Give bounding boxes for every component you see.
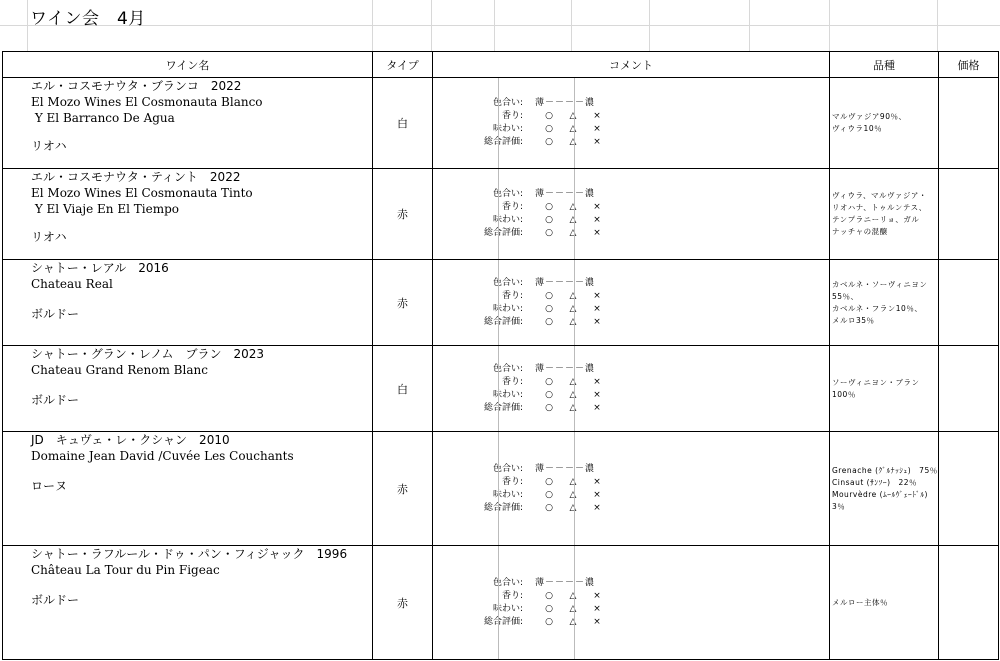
variety-line: ヴィウラ、マルヴァジア・ <box>832 191 927 200</box>
color-scale[interactable]: 薄－－－－濃 <box>535 277 596 288</box>
triangle-mark[interactable]: △ <box>569 215 577 225</box>
cross-mark[interactable]: × <box>593 124 601 134</box>
variety-line: カベルネ・ソーヴィニヨン <box>832 279 928 289</box>
triangle-mark[interactable]: △ <box>569 111 577 121</box>
eval-row-aroma <box>461 290 621 303</box>
cross-mark[interactable]: × <box>593 402 601 413</box>
eval-label: 総合評価: <box>483 316 523 327</box>
eval-marks <box>537 136 609 149</box>
wine-name-ja: エル・コスモナウタ・ティント 2022 <box>31 170 241 184</box>
eval-label: 香り: <box>501 476 523 487</box>
table-row <box>3 78 999 169</box>
eval-marks <box>537 590 609 603</box>
eval-row-overall <box>461 136 621 149</box>
circle-mark[interactable]: ○ <box>545 290 553 301</box>
eval-marks <box>537 476 609 489</box>
wine-name-en: El Mozo Wines El Cosmonauta Blanco <box>31 95 263 109</box>
price-cell[interactable] <box>939 346 999 432</box>
eval-marks <box>537 201 609 214</box>
circle-mark[interactable]: ○ <box>545 111 553 121</box>
circle-mark[interactable]: ○ <box>545 502 553 513</box>
circle-mark[interactable]: ○ <box>545 124 553 134</box>
eval-label: 香り: <box>501 202 523 212</box>
circle-mark[interactable]: ○ <box>545 616 553 627</box>
eval-label: 香り: <box>501 290 523 301</box>
variety-line: メルロー主体％ <box>832 597 888 607</box>
eval-label: 味わい: <box>492 489 523 500</box>
column-divider <box>498 346 499 431</box>
eval-marks <box>537 227 609 240</box>
wine-name-cell[interactable] <box>3 432 373 546</box>
eval-label: 香り: <box>501 111 523 121</box>
eval-row-aroma <box>461 476 621 489</box>
circle-mark[interactable]: ○ <box>545 316 553 327</box>
wine-type-cell[interactable]: 赤 <box>373 260 433 346</box>
wine-name-en: Chateau Grand Renom Blanc <box>31 363 208 377</box>
eval-marks <box>537 303 609 316</box>
table-row <box>3 432 999 546</box>
eval-row-taste <box>461 603 621 616</box>
circle-mark[interactable]: ○ <box>545 402 553 413</box>
triangle-mark[interactable]: △ <box>569 489 577 500</box>
circle-mark[interactable]: ○ <box>545 376 553 387</box>
eval-marks <box>537 316 609 329</box>
eval-label: 色合い: <box>492 363 523 374</box>
circle-mark[interactable]: ○ <box>545 228 553 238</box>
eval-label: 総合評価: <box>483 137 523 147</box>
wine-name-ja: エル・コスモナウタ・ブランコ 2022 <box>31 79 242 93</box>
triangle-mark[interactable]: △ <box>569 303 577 314</box>
variety-line: マルヴァジア90％、 <box>832 112 907 121</box>
price-cell[interactable] <box>939 260 999 346</box>
triangle-mark[interactable]: △ <box>569 228 577 238</box>
eval-row-taste <box>461 389 621 402</box>
triangle-mark[interactable]: △ <box>569 402 577 413</box>
evaluation-form <box>461 363 621 415</box>
triangle-mark[interactable]: △ <box>569 376 577 387</box>
circle-mark[interactable]: ○ <box>545 476 553 487</box>
eval-marks <box>537 502 609 515</box>
column-divider <box>498 78 499 168</box>
table-row <box>3 169 999 260</box>
cross-mark[interactable]: × <box>593 303 601 314</box>
triangle-mark[interactable]: △ <box>569 290 577 301</box>
cross-mark[interactable]: × <box>593 376 601 387</box>
eval-row-taste <box>461 303 621 316</box>
comment-cell[interactable] <box>433 546 830 660</box>
wine-name-en: El Mozo Wines El Cosmonauta Tinto <box>31 186 253 200</box>
eval-marks <box>537 110 609 123</box>
cross-mark[interactable]: × <box>593 316 601 327</box>
column-divider <box>498 432 499 545</box>
variety-line: 55％、 <box>832 291 859 301</box>
variety-cell[interactable] <box>830 346 939 432</box>
eval-label: 味わい: <box>492 124 523 134</box>
wine-name-en: Y El Viaje En El Tiempo <box>31 202 179 216</box>
variety-line: リオハナ、トゥルンテス、 <box>832 203 927 212</box>
header-row <box>3 52 999 78</box>
cross-mark[interactable]: × <box>593 590 601 601</box>
wine-region: ローヌ <box>31 479 68 493</box>
price-cell[interactable] <box>939 169 999 260</box>
eval-label: 総合評価: <box>483 402 523 413</box>
wine-name-ja: シャトー・ラフルール・ドゥ・パン・フィジャック 1996 <box>31 547 348 561</box>
variety-cell[interactable] <box>830 546 939 660</box>
column-divider <box>498 260 499 345</box>
wine-type-cell[interactable]: 赤 <box>373 432 433 546</box>
wine-region: ボルドー <box>31 307 80 321</box>
table-row <box>3 346 999 432</box>
eval-marks <box>537 290 609 303</box>
eval-label: 味わい: <box>492 215 523 225</box>
wine-name-en: Y El Barranco De Agua <box>31 111 175 125</box>
wine-region: リオハ <box>31 230 67 244</box>
eval-row-taste <box>461 214 621 227</box>
triangle-mark[interactable]: △ <box>569 590 577 601</box>
variety-line: 100％ <box>832 389 856 399</box>
comment-cell[interactable] <box>433 78 830 169</box>
eval-row-color <box>461 188 621 201</box>
circle-mark[interactable]: ○ <box>545 303 553 314</box>
cross-mark[interactable]: × <box>593 111 601 121</box>
wine-name-en: Château La Tour du Pin Figeac <box>31 563 220 577</box>
triangle-mark[interactable]: △ <box>569 616 577 627</box>
variety-cell[interactable] <box>830 169 939 260</box>
table-row <box>3 546 999 660</box>
evaluation-form <box>461 577 621 629</box>
eval-label: 色合い: <box>492 277 523 288</box>
eval-marks <box>537 376 609 389</box>
page-title: ワイン会 4月 <box>30 9 146 29</box>
circle-mark[interactable]: ○ <box>545 603 553 614</box>
cross-mark[interactable]: × <box>593 489 601 500</box>
price-cell[interactable] <box>939 432 999 546</box>
variety-line: ヴィウラ10％ <box>832 124 883 133</box>
color-scale[interactable]: 薄－－－－濃 <box>535 577 596 588</box>
eval-label: 香り: <box>501 376 523 387</box>
triangle-mark[interactable]: △ <box>569 202 577 212</box>
eval-marks <box>537 616 609 629</box>
evaluation-form <box>461 277 621 329</box>
variety-line: メルロ35％ <box>832 315 875 325</box>
triangle-mark[interactable]: △ <box>569 137 577 147</box>
variety-line: 3％ <box>832 501 846 511</box>
variety-cell[interactable] <box>830 260 939 346</box>
circle-mark[interactable]: ○ <box>545 590 553 601</box>
cross-mark[interactable]: × <box>593 137 601 147</box>
variety-line: Mourvèdre (ﾑｰﾙｳﾞｪｰﾄﾞﾙ) <box>832 489 928 499</box>
eval-row-overall <box>461 616 621 629</box>
wine-region: リオハ <box>31 139 67 153</box>
cross-mark[interactable]: × <box>593 616 601 627</box>
circle-mark[interactable]: ○ <box>545 489 553 500</box>
color-scale[interactable]: 薄－－－－濃 <box>535 463 596 474</box>
color-scale[interactable]: 薄－－－－濃 <box>535 363 596 374</box>
wine-type-cell[interactable]: 赤 <box>373 546 433 660</box>
cross-mark[interactable]: × <box>593 202 601 212</box>
column-divider <box>574 346 575 431</box>
eval-row-color <box>461 97 621 110</box>
eval-row-taste <box>461 489 621 502</box>
wine-name-ja: シャトー・グラン・レノム ブラン 2023 <box>31 347 264 361</box>
variety-line: Cinsaut (ｻﾝｿｰ) 22％ <box>832 477 918 487</box>
eval-label: 総合評価: <box>483 228 523 238</box>
column-divider <box>574 546 575 659</box>
eval-marks <box>537 489 609 502</box>
eval-label: 香り: <box>501 590 523 601</box>
eval-label: 総合評価: <box>483 616 523 627</box>
eval-label: 色合い: <box>492 577 523 588</box>
cross-mark[interactable]: × <box>593 502 601 513</box>
triangle-mark[interactable]: △ <box>569 603 577 614</box>
header-price[interactable]: 価格 <box>939 52 999 78</box>
circle-mark[interactable]: ○ <box>545 137 553 147</box>
wine-name-cell[interactable] <box>3 78 373 169</box>
eval-row-aroma <box>461 590 621 603</box>
column-divider <box>498 546 499 659</box>
column-divider <box>574 260 575 345</box>
eval-row-color <box>461 463 621 476</box>
evaluation-form <box>461 97 621 149</box>
triangle-mark[interactable]: △ <box>569 124 577 134</box>
wine-region: ボルドー <box>31 593 80 607</box>
eval-row-aroma <box>461 376 621 389</box>
cross-mark[interactable]: × <box>593 228 601 238</box>
table-row <box>3 260 999 346</box>
variety-cell[interactable] <box>830 78 939 169</box>
eval-row-overall <box>461 227 621 240</box>
header-type[interactable]: タイプ <box>373 52 433 78</box>
eval-label: 味わい: <box>492 603 523 614</box>
triangle-mark[interactable]: △ <box>569 476 577 487</box>
eval-marks <box>537 123 609 136</box>
wine-region: ボルドー <box>31 393 80 407</box>
wine-name-en: Chateau Real <box>31 277 113 291</box>
wine-name-cell[interactable] <box>3 546 373 660</box>
variety-line: ナッチャの混醸 <box>832 227 888 236</box>
eval-label: 色合い: <box>492 189 523 199</box>
eval-row-color <box>461 363 621 376</box>
wine-name-cell[interactable] <box>3 346 373 432</box>
eval-marks <box>537 389 609 402</box>
cross-mark[interactable]: × <box>593 476 601 487</box>
eval-marks <box>537 214 609 227</box>
wine-table <box>2 51 999 660</box>
column-divider <box>498 169 499 259</box>
circle-mark[interactable]: ○ <box>545 215 553 225</box>
evaluation-form <box>461 188 621 240</box>
header-comment[interactable]: コメント <box>433 52 830 78</box>
triangle-mark[interactable]: △ <box>569 389 577 400</box>
circle-mark[interactable]: ○ <box>545 202 553 212</box>
eval-label: 味わい: <box>492 303 523 314</box>
triangle-mark[interactable]: △ <box>569 502 577 513</box>
wine-name-ja: JD キュヴェ・レ・クシャン 2010 <box>31 433 230 447</box>
comment-cell[interactable] <box>433 346 830 432</box>
eval-row-overall <box>461 402 621 415</box>
eval-label: 総合評価: <box>483 502 523 513</box>
column-divider <box>574 78 575 168</box>
cross-mark[interactable]: × <box>593 290 601 301</box>
circle-mark[interactable]: ○ <box>545 389 553 400</box>
eval-row-overall <box>461 502 621 515</box>
eval-row-taste <box>461 123 621 136</box>
variety-line: ソーヴィニヨン・ブラン <box>832 377 920 387</box>
eval-row-aroma <box>461 201 621 214</box>
wine-type-cell[interactable]: 白 <box>373 346 433 432</box>
header-name[interactable]: ワイン名 <box>3 52 373 78</box>
variety-line: テンプラニーリョ、ガル <box>832 215 920 224</box>
variety-line: カベルネ・フラン10％、 <box>832 303 923 313</box>
grid-line <box>0 25 1000 26</box>
comment-cell[interactable] <box>433 260 830 346</box>
wine-type-cell[interactable]: 赤 <box>373 169 433 260</box>
wine-name-ja: シャトー・レアル 2016 <box>31 261 169 275</box>
variety-line: Grenache (ｸﾞﾙﾅｯｼｭ) 75％ <box>832 465 938 475</box>
eval-row-color <box>461 277 621 290</box>
header-variety[interactable]: 品種 <box>830 52 939 78</box>
eval-row-overall <box>461 316 621 329</box>
color-scale[interactable]: 薄－－－－濃 <box>535 98 596 108</box>
eval-marks <box>537 402 609 415</box>
cross-mark[interactable]: × <box>593 215 601 225</box>
cross-mark[interactable]: × <box>593 603 601 614</box>
eval-label: 色合い: <box>492 463 523 474</box>
column-divider <box>574 169 575 259</box>
color-scale[interactable]: 薄－－－－濃 <box>535 189 596 199</box>
eval-label: 味わい: <box>492 389 523 400</box>
comment-cell[interactable] <box>433 432 830 546</box>
cross-mark[interactable]: × <box>593 389 601 400</box>
wine-name-cell[interactable] <box>3 260 373 346</box>
column-divider <box>574 432 575 545</box>
eval-marks <box>537 603 609 616</box>
triangle-mark[interactable]: △ <box>569 316 577 327</box>
price-cell[interactable] <box>939 546 999 660</box>
wine-name-cell[interactable] <box>3 169 373 260</box>
eval-row-aroma <box>461 110 621 123</box>
comment-cell[interactable] <box>433 169 830 260</box>
evaluation-form <box>461 463 621 515</box>
wine-name-en: Domaine Jean David /Cuvée Les Couchants <box>31 449 294 463</box>
variety-cell[interactable] <box>830 432 939 546</box>
eval-row-color <box>461 577 621 590</box>
wine-type-cell[interactable]: 白 <box>373 78 433 169</box>
price-cell[interactable] <box>939 78 999 169</box>
eval-label: 色合い: <box>492 98 523 108</box>
